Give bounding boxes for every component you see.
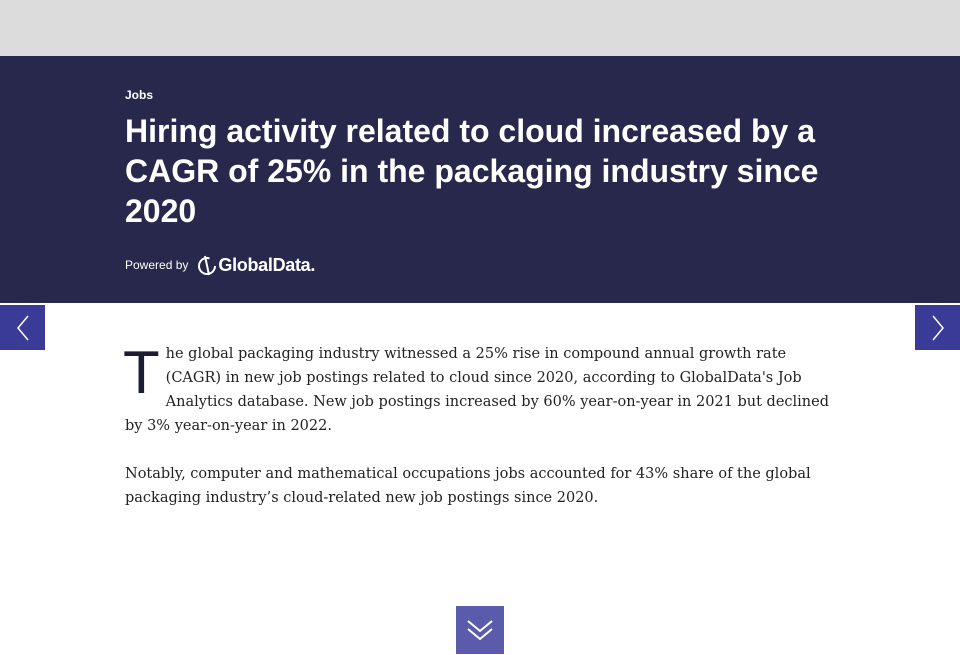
paragraph-1 [123, 339, 835, 438]
brand-name: GlobalData. [218, 254, 316, 275]
next-article-button[interactable] [915, 305, 960, 350]
dropcap: T [123, 339, 160, 406]
page-title: Hiring activity related to cloud increased by a CAGR of 25% in the packaging industry since 2020 [125, 113, 819, 229]
chevron-left-icon [15, 314, 31, 342]
double-chevron-down-icon [465, 617, 495, 643]
powered-by-label: Powered by [125, 258, 189, 272]
top-bar [0, 0, 960, 56]
chevron-right-icon [930, 314, 946, 342]
category-label[interactable]: Jobs [125, 88, 154, 102]
article-body [123, 339, 835, 534]
powered-by [125, 253, 835, 277]
prev-article-button[interactable] [0, 305, 45, 350]
globaldata-logo-icon [196, 253, 218, 277]
paragraph-2: Notably, computer and mathematical occupations jobs accounted for 43% share of the global packaging industry’s cloud-related new job postings since 2020. [125, 466, 811, 506]
globaldata-logo[interactable] [196, 253, 315, 277]
article-header [0, 56, 960, 303]
paragraph-1-text: he global packaging industry witnessed a 25% rise in compound annual growth rate (CAGR) in new job postings related to cloud since 2020, according to GlobalData's Job Analytics database. New job postings increased by 60% year-on-year in 2021 but declined by 3% year-on-year in 2022. [125, 346, 830, 434]
scroll-down-button[interactable] [456, 606, 504, 654]
